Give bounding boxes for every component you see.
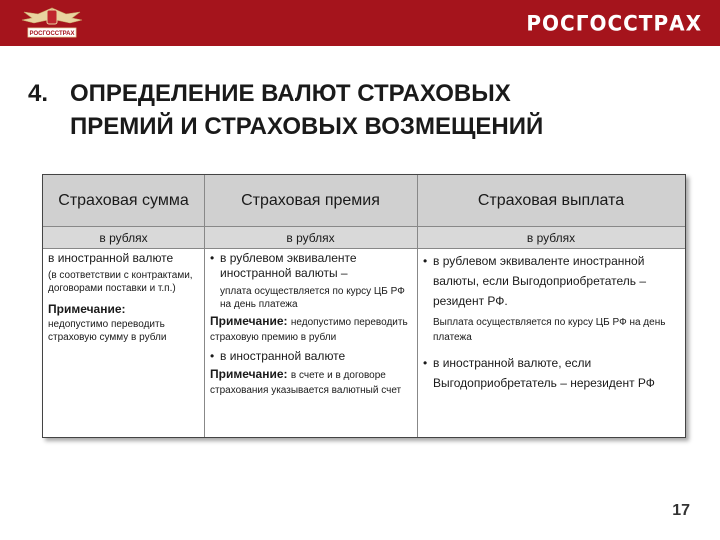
col2-note1 — [210, 314, 412, 344]
bullet-icon: • — [423, 254, 428, 268]
col1-detail: (в соответствии с контрактами, договорами поставки и т.п.) — [48, 270, 193, 294]
company-logo — [18, 4, 86, 40]
col3-bullet1 — [423, 251, 679, 311]
col2-note2-text: в счете и в договоре страхования указывается валютный счет — [210, 370, 402, 396]
col2-note1-text: недопустимо переводить страховую премию в рубли — [210, 317, 408, 343]
column-divider — [417, 175, 418, 437]
col2-bullet2-text: в иностранной валюте — [220, 349, 346, 363]
col2-bullet1 — [210, 251, 412, 281]
subheader-col1: в рублях — [43, 227, 204, 249]
header-insured-sum: Страховая сумма — [43, 175, 204, 227]
col2-note1-label: Примечание: — [210, 314, 288, 328]
col2-content — [210, 251, 412, 397]
col2-note2 — [210, 367, 412, 397]
bullet-icon: • — [210, 251, 215, 265]
col1-main: в иностранной валюте — [48, 251, 174, 265]
header-payout: Страховая выплата — [417, 175, 685, 227]
col2-note2-label: Примечание: — [210, 367, 288, 381]
col2-bullet2 — [210, 349, 412, 364]
header-premium: Страховая премия — [204, 175, 417, 227]
header-bar — [0, 0, 720, 46]
bullet-icon: • — [423, 356, 428, 370]
section-number: 4. — [28, 80, 49, 107]
col1-content — [48, 251, 200, 344]
col1-note-label: Примечание: — [48, 302, 126, 316]
col3-bullet1-text: в рублевом эквиваленте иностранной валюты, если Выгодоприобретатель – резидент РФ. — [433, 254, 647, 308]
subheader-col2: в рублях — [204, 227, 417, 249]
bullet-icon: • — [210, 349, 215, 363]
subheader-col3: в рублях — [417, 227, 685, 249]
col3-bullet2 — [423, 353, 679, 393]
title-line-2: ПРЕМИЙ И СТРАХОВЫХ ВОЗМЕЩЕНИЙ — [70, 113, 544, 140]
col2-bullet1-text: в рублевом эквиваленте иностранной валюты – — [220, 251, 357, 280]
col1-note-text: недопустимо переводить страховую сумму в рубли — [48, 319, 167, 343]
column-divider — [204, 175, 205, 437]
currency-table — [42, 174, 686, 438]
col3-detail1: Выплата осуществляется по курсу ЦБ РФ на день платежа — [433, 317, 666, 343]
title-line-1: ОПРЕДЕЛЕНИЕ ВАЛЮТ СТРАХОВЫХ — [70, 80, 511, 107]
col3-bullet2-text: в иностранной валюте, если Выгодоприобретатель – нерезидент РФ — [433, 356, 655, 390]
svg-text:РОСГОССТРАХ: РОСГОССТРАХ — [29, 31, 75, 37]
col2-detail1: уплата осуществляется по курсу ЦБ РФ на день платежа — [220, 286, 405, 310]
brand-name: РОСГОССТРАХ — [526, 10, 702, 36]
col3-content — [423, 251, 679, 393]
page-number: 17 — [672, 502, 690, 519]
